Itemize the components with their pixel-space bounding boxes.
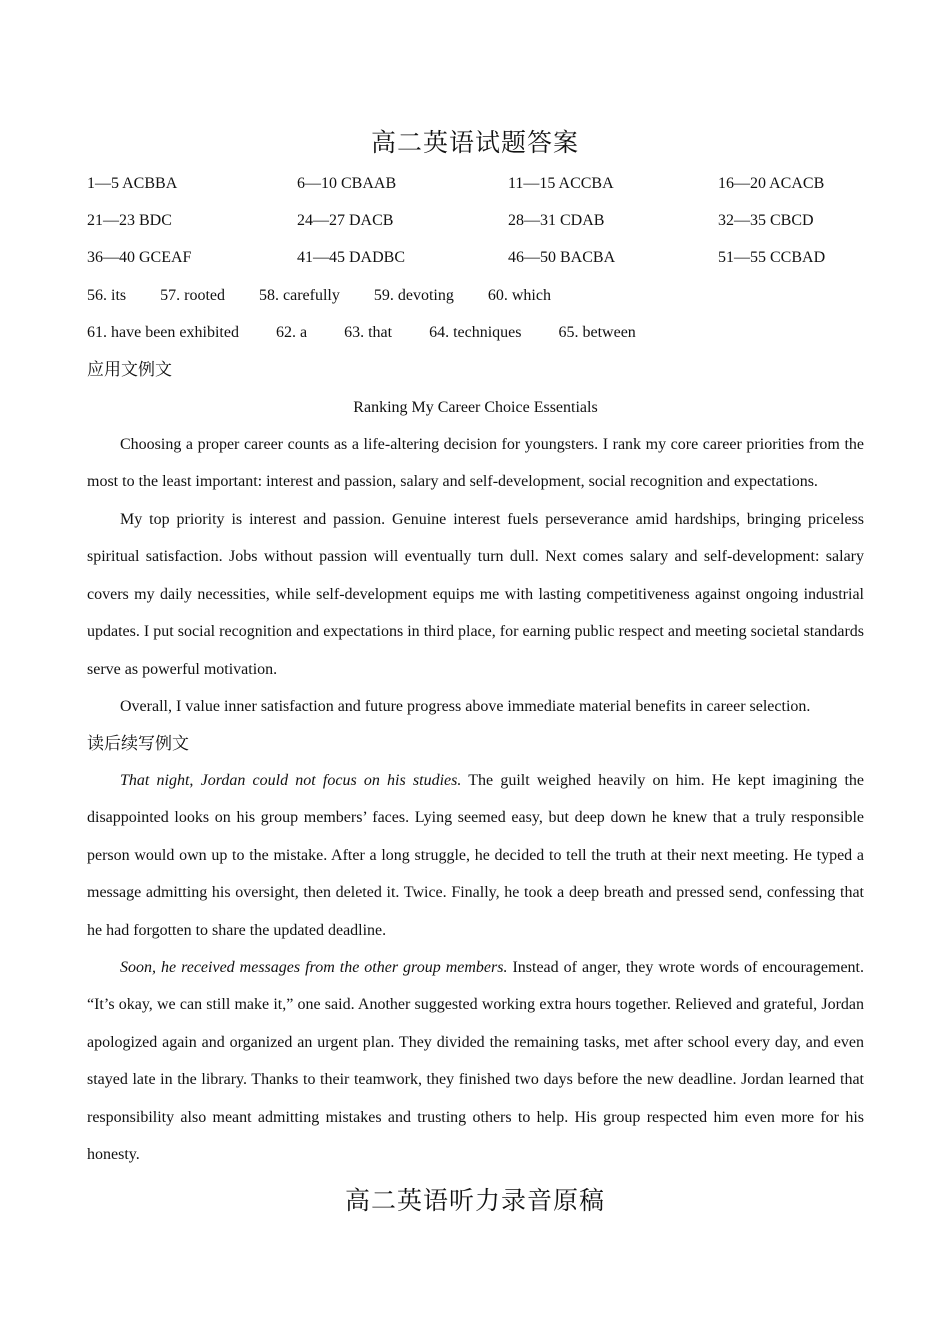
story-body: Instead of anger, they wrote words of encouragement. “It’s okay, we can still make it,” one said. Another suggested working extra hours together. Relieved and grateful, Jordan apologized again and organized an urgent plan. They divided the remaining tasks, met after school every day, and even stayed late in the library. Thanks to their teamwork, they finished two days before the new deadline. Jordan learned that responsibility also meant admitting mistakes and trusting others to help. His group respected him even more for his honesty.: [87, 959, 864, 1164]
answer-row: [87, 174, 864, 194]
fill-answer-row: [87, 286, 864, 306]
answer-row: [87, 248, 864, 268]
fill-answer: 58. carefully: [259, 287, 340, 304]
section-heading-continuation: 读后续写例文: [87, 734, 189, 754]
answer-cell: 46—50 BACBA: [508, 249, 616, 266]
answer-cell: 36—40 GCEAF: [87, 249, 192, 266]
essay-title: Ranking My Career Choice Essentials: [353, 399, 598, 416]
answer-cell: 16—20 ACACB: [718, 175, 825, 192]
essay-paragraph: My top priority is interest and passion. Genuine interest fuels perseverance amid hardships, bringing priceless spiritual satisfaction. Jobs without passion will eventually turn dull. Next comes salary and self-development: salary covers my daily necessities, while self-development equips me with lasting competitiveness against ongoing industrial updates. I put social recognition and expectations in third place, for earning public respect and meeting societal standards serve as powerful motivation.: [87, 511, 864, 678]
fill-answer: 57. rooted: [160, 287, 225, 304]
essay-paragraph: Overall, I value inner satisfaction and future progress above immediate material benefits in career selection.: [120, 698, 811, 715]
fill-answer: 63. that: [344, 324, 393, 341]
fill-answer: 59. devoting: [373, 287, 454, 304]
story-body: The guilt weighed heavily on him. He kept imagining the disappointed looks on his group members’ faces. Lying seemed easy, but deep down he knew that a truly responsible person would own up to the mistake. After a long struggle, he decided to tell the truth at their next meeting. He typed a message admitting his oversight, then deleted it. Twice. Finally, he took a deep breath and pressed send, confessing that he had forgotten to share the updated deadline.: [87, 772, 864, 939]
answer-cell: 1—5 ACBBA: [87, 175, 178, 192]
story-paragraph: [87, 762, 864, 949]
essay-paragraph: Choosing a proper career counts as a life-altering decision for youngsters. I rank my core career priorities from the most to the least important: interest and passion, salary and self-development, social recognition and expectations.: [87, 436, 864, 491]
answer-cell: 6—10 CBAAB: [297, 175, 397, 192]
answer-cell: 21—23 BDC: [87, 212, 172, 229]
fill-answer-row: [87, 323, 864, 343]
fill-answer: 62. a: [275, 324, 308, 341]
answers-title: 高二英语试题答案: [370, 128, 579, 157]
answer-cell: 24—27 DACB: [297, 212, 394, 229]
listening-title: 高二英语听力录音原稿: [344, 1186, 605, 1215]
fill-answer: 60. which: [487, 287, 551, 304]
fill-answer: 61. have been exhibited: [87, 324, 239, 341]
answer-cell: 41—45 DADBC: [297, 249, 406, 266]
fill-answer: 65. between: [558, 324, 636, 341]
answer-cell: 11—15 ACCBA: [508, 175, 614, 192]
answer-row: [87, 211, 864, 231]
answer-cell: 32—35 CBCD: [718, 212, 814, 229]
section-heading-applied: 应用文例文: [87, 360, 172, 380]
answer-cell: 28—31 CDAB: [508, 212, 605, 229]
answer-cell: 51—55 CCBAD: [718, 249, 826, 266]
story-paragraph: [87, 949, 864, 1173]
story-lead-sentence: That night, Jordan could not focus on his studies.: [120, 772, 462, 789]
story-lead-sentence: Soon, he received messages from the other group members.: [120, 959, 508, 976]
fill-answer: 56. its: [87, 287, 127, 304]
fill-answer: 64. techniques: [429, 324, 522, 341]
